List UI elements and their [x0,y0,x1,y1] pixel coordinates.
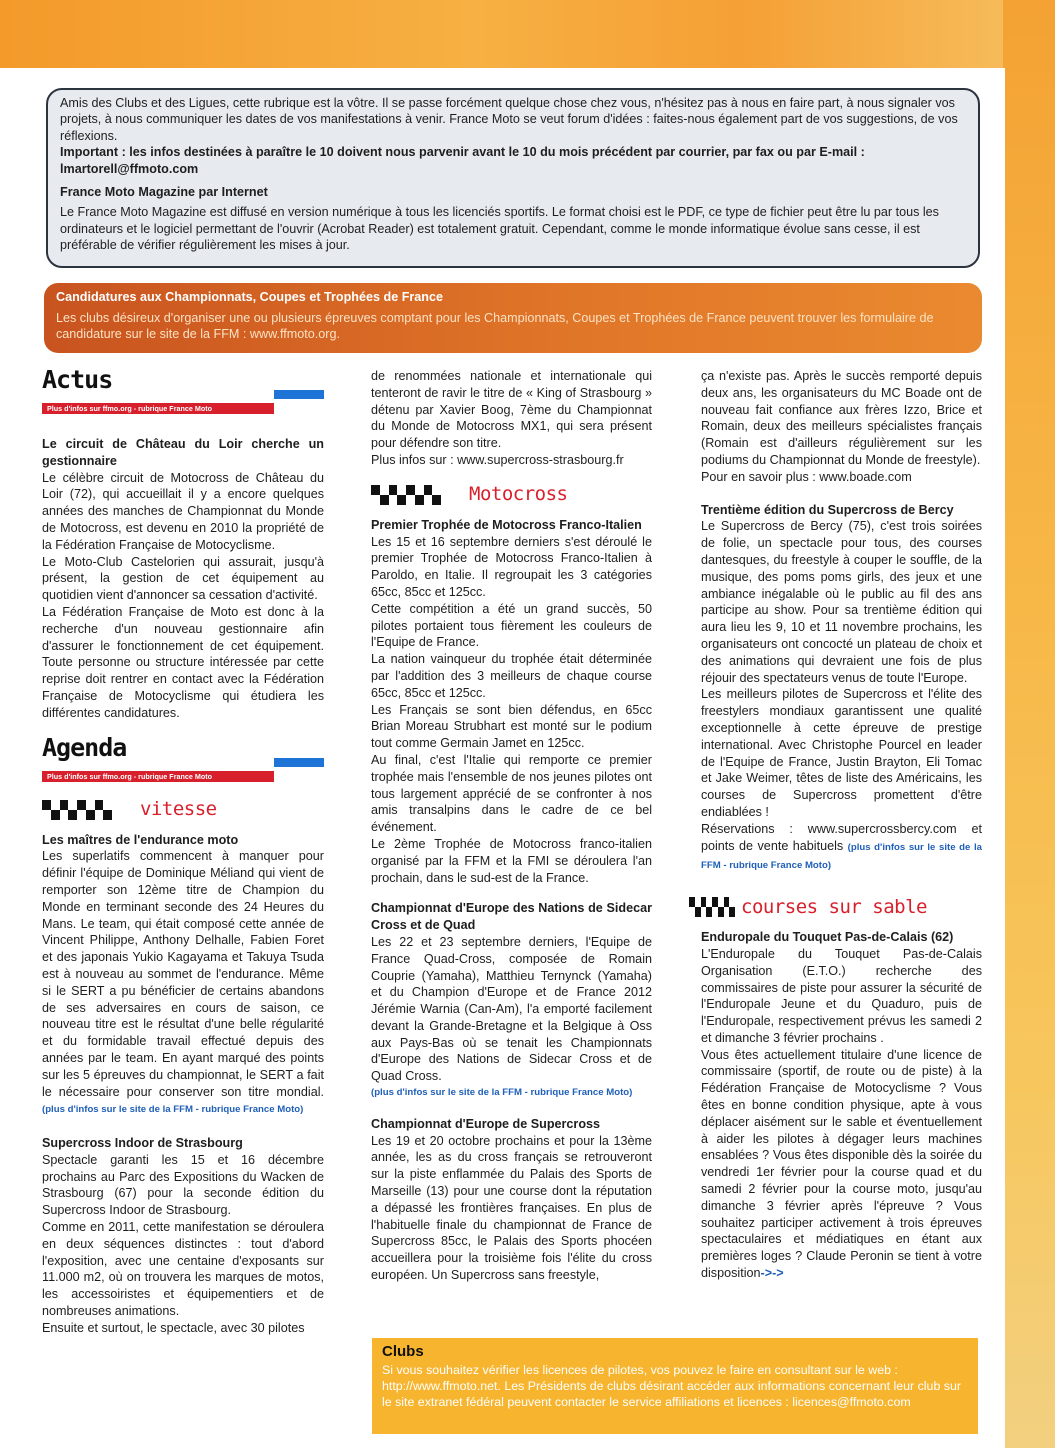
motocross-header [371,477,652,513]
vitesse-title: vitesse [140,798,217,821]
paragraph [701,821,982,875]
more-info-link[interactable]: (plus d'infos sur le site de la FFM - rubrique France Moto) [701,841,982,872]
blue-bar-icon [274,758,324,767]
article-title: Enduropale du Touquet Pas-de-Calais (62) [701,930,954,945]
paragraph: Comme en 2011, cette manifestation se déroulera en deux séquences distinctes : tout d'abord l'exposition, avec une centaine d'exposants sur 11.000 m2, où on trouvera les marques de motos, les accessoiristes et équipementiers et de nombreuses animations. [42,1220,324,1319]
endurance-text: Les superlatifs commencent à manquer pour définir l'équipe de Dominique Méliand qui vient de remporter son 12ème titre de Champion du Monde en terminant seconde des 24 Heures du Mans. Le team, qui était composé cette année de Vincent Philippe, Anthony Delhalle, Fabien Foret et des japonais Yukio Kagayama et Takuya Tsuda est à nouveau au sommet de l'endurance. Même si le SERT a pu bénéficier de certains abandons de ses adversaires en cours de saison, ce nouveau titre est le résultat d'une belle régularité et du formidable travail effectué depuis des années par le team. En ayant marqué des points sur les 5 épreuves du championnat, le SERT a fait le nécessaire pour conserver son titre mondial. [42,849,324,1099]
blue-bar-icon [274,390,324,399]
paragraph: Cette compétition a été un grand succès, 50 pilotes portaient tous fièrement les couleurs de l'Equipe de France. [371,601,652,650]
paragraph [701,1047,982,1282]
paragraph: Le 2ème Trophée de Motocross franco-italien organisé par la FFM et la FMI se déroulera l'an prochain, dans le sud-est de la France. [371,836,652,885]
article-title: Les maîtres de l'endurance moto [42,832,239,847]
paragraph: Les meilleurs pilotes de Supercross et l'élite des freestylers mondiaux garantissent une qualité exceptionnelle à cette épreuve de prestige international. Avec Christophe Pourcel en leader de l'Equipe de France, Justin Brayton, Eli Tomac et Jake Weimer, têtes de liste des Américains, les courses de Supercross promettent d'être endiablées ! [701,687,982,819]
sable-text: Vous êtes actuellement titulaire d'une licence de commissaire (sportif, de route ou de piste) à la Fédération Française de Motocyclisme ? Vous êtes en bonne condition physique, apte à vous déplacer aisément sur le sable et éventuellement à aider les pilotes à dégager leurs machines ensablées ? Vous êtes disponible dès la soirée du vendredi 1er février pour la course quad et du samedi 2 février pour la course moto, jusqu'au dimanche 3 février après l'épreuve ? Vous souhaitez participer activement à trois épreuves spectaculaires et médiatiques en étant aux premières loges ? Claude Peronin se tient à votre disposition [701,1047,982,1281]
notice-paragraph: Amis des Clubs et des Ligues, cette rubrique est la vôtre. Il se passe forcément quelque chose chez vous, n'hésitez pas à nous en faire part, à nous signaler vos projets, à nous communiquer les dates de vos manifestations à venir. France Moto se veut forum d'idées : faites-nous également part de vos suggestions, de vos réflexions. [60,96,958,143]
paragraph: Le Moto-Club Castelorien qui assurait, jusqu'à présent, la gestion de cet équipement au quotidien vient d'annoncer sa cessation d'activité. [42,554,324,603]
internet-title: France Moto Magazine par Internet [60,185,268,200]
candidatures-text: Les clubs désireux d'organiser une ou plusieurs épreuves comptant pour les Championnats, Coupes et Trophées de France peuvent trouver les formulaire de candidature sur le site de la FFM : www.ffmoto.org. [56,311,934,341]
actus-heading: Actus [42,365,113,394]
more-info-link[interactable]: (plus d'infos sur le site de la FFM - rubrique France Moto) [371,1087,633,1099]
right-orange-edge [1003,0,1055,1448]
article-title: Le circuit de Château du Loir cherche un gestionnaire [42,437,324,468]
column-right [701,368,982,1282]
vitesse-header [42,792,324,828]
column-middle [371,368,652,1284]
article-title: Supercross Indoor de Strasbourg [42,1136,243,1151]
clubs-text: Si vous souhaitez vérifier les licences de pilotes, vos pouvez le faire en consultant sur le web : http://www.ffmoto.net. Les Présidents de clubs désirant accéder aux informations concernant leur club sur le site extranet fédéral peuvent contacter le service affiliations et licences : licences@ffmoto.com [382,1363,961,1410]
notice-box [46,88,980,268]
paragraph: Les 15 et 16 septembre derniers s'est déroulé le premier Trophée de Motocross Franco-Italien à Paroldo, en Italie. Il regroupait les 3 catégories 65cc, 85cc et 125cc. [371,534,652,599]
candidatures-title: Candidatures aux Championnats, Coupes et Trophées de France [56,290,443,304]
clubs-box [372,1338,978,1434]
more-info-link[interactable]: (plus d'infos sur le site de la FFM - rubrique France Moto) [42,1104,304,1116]
paragraph: Plus infos sur : www.supercross-strasbourg.fr [371,452,624,467]
paragraph: Spectacle garanti les 15 et 16 décembre prochains au Parc des Expositions du Wacken de Strasbourg (67) pour la seconde édition du Supercross Indoor de Strasbourg. [42,1152,324,1218]
paragraph: L'Enduropale du Touquet Pas-de-Calais Organisation (E.T.O.) recherche des commissaires de piste pour assurer la sécurité de l'Enduropale Jeune et du Quaduro, puis de l'Enduropale, respectivement prévus les samedi 2 et dimanche 3 février prochains . [701,946,982,1045]
article-title: Championnat d'Europe des Nations de Sidecar Cross et de Quad [371,901,652,933]
paragraph: La nation vainqueur du trophée était déterminée par l'addition des 3 meilleurs de chaque course 65cc, 85cc et 125cc. [371,652,652,700]
checkered-flag-icon [42,800,112,820]
candidatures-box [44,283,982,353]
article-title: Championnat d'Europe de Supercross [371,1116,601,1131]
actus-header [42,365,324,420]
motocross-title: Motocross [469,483,568,506]
checkered-flag-icon [689,897,735,917]
agenda-heading: Agenda [42,732,127,762]
sable-title: courses sur sable [741,895,927,918]
agenda-strip: Plus d'infos sur ffmo.org - rubrique France Moto [42,771,274,782]
paragraph: Pour en savoir plus : www.boade.com [701,469,912,484]
internet-text: Le France Moto Magazine est diffusé en version numérique à tous les licenciés sportifs. Le format choisi est le PDF, ce type de fichier peut être lu par tous les ordinateurs et le logiciel permettant de l'ouvrir (Acrobat Reader) est totalement gratuit. Cependant, comme le monde informatique évolue sans cesse, il est préférable de vérifier régulièrement les mises à jour. [60,205,939,253]
paragraph: Les 22 et 23 septembre derniers, l'Equipe de France Quad-Cross, composée de Romain Couprie (Yamaha), Matthieu Ternynck (Yamaha) et du Champion d'Europe et de France 2012 Jérémie Warnia (Can-Am), l'a emporté facilement devant la Grande-Bretagne et la Belgique à Oss aux Pays-Bas où se tenait les Championnats d'Europe des Nations de Sidecar Cross et de Quad Cross. [371,934,652,1084]
checkered-flag-icon [371,485,441,505]
paragraph [42,848,324,1119]
paragraph: Le célèbre circuit de Motocross de Château du Loir (72), qui accueillait il y a encore quelques années des manches de Championnat du Monde de Motocross, est devenu en 2010 la propriété de la Fédération Française de Motocyclisme. [42,470,324,552]
notice-important: Important : les infos destinées à paraître le 10 doivent nous parvenir avant le 10 du mois précédent par courrier, par fax ou par E-mail : lmartorell@ffmoto.com [60,145,865,176]
article-title: Trentième édition du Supercross de Bercy [701,502,954,517]
article-title: Premier Trophée de Motocross Franco-Italien [371,517,642,532]
paragraph: La Fédération Française de Moto est donc à la recherche d'un nouveau gestionnaire afin d'assurer le fonctionnement de cet équipement. Toute personne ou structure intéressée par cette reprise doit rentrer en contact avec la Fédération Française de Motocyclisme qui étudiera les différentes candidatures. [42,604,324,720]
paragraph: ça n'existe pas. Après le succès remporté depuis deux ans, les organisateurs du MC Boade ont de nouveau fait confiance aux frères Izzo, Brice et Romain, deux des meilleurs spécialistes français (Romain est d'ailleurs régulièrement sur les podiums du Championnat du Monde de freestyle). [701,369,982,467]
paragraph: Au final, c'est l'Italie qui remporte ce premier trophée mais l'ensemble de nos jeunes pilotes ont tous largement apprécié de se confronter à nos amis transalpins dans le cadre de ce bel événement. [371,752,652,835]
paragraph: Les Français se sont bien défendus, en 65cc Brian Moreau Strubhart est monté sur le podium tout comme Germain Jamet en 125cc. [371,702,652,751]
continued-arrow-icon: ->-> [760,1266,784,1281]
paragraph: Ensuite et surtout, le spectacle, avec 30 pilotes [42,1320,305,1335]
sable-header [689,889,982,925]
paragraph: Les 19 et 20 octobre prochains et pour la 13ème année, les as du cross français se retrouveront sur la piste enflammée du Palais des Sports de Marseille (13) pour une course dont la réputation a dépassé les frontières françaises. En plus de l'habituelle finale du championnat de France de Supercross 85cc, le Palais des Sports phocéen accueillera pour la troisième fois l'élite du cross européen. Un Supercross sans freestyle, [371,1133,652,1283]
column-left [42,365,324,1337]
paragraph: de renommées nationale et internationale qui tenteront de ravir le titre de « King of Strasbourg » détenu par Xavier Boog, 7ème du Championnat du Monde de Motocross MX1, qui sera présent pour défendre son titre. [371,369,652,451]
clubs-title: Clubs [382,1343,424,1360]
actus-strip: Plus d'infos sur ffmo.org - rubrique France Moto [42,403,274,414]
agenda-header [42,732,324,788]
bercy-reservations: Réservations : www.supercrossbercy.com et points de vente habituels [701,821,982,853]
paragraph: Le Supercross de Bercy (75), c'est trois soirées de folie, un spectacle pour tous, des courses dantesques, du freestyle à couper le souffle, de la musique, des poms poms girls, des jeux et une ambiance inégalable où le public au fil des ans participe au show. Pour sa trentième édition qui aura lieu les 9, 10 et 11 novembre prochains, les organisateurs ont concocté un plateau de choix et des animations qui devraient une fois de plus réjouir des spectateurs venus de toute l'Europe. [701,519,982,685]
